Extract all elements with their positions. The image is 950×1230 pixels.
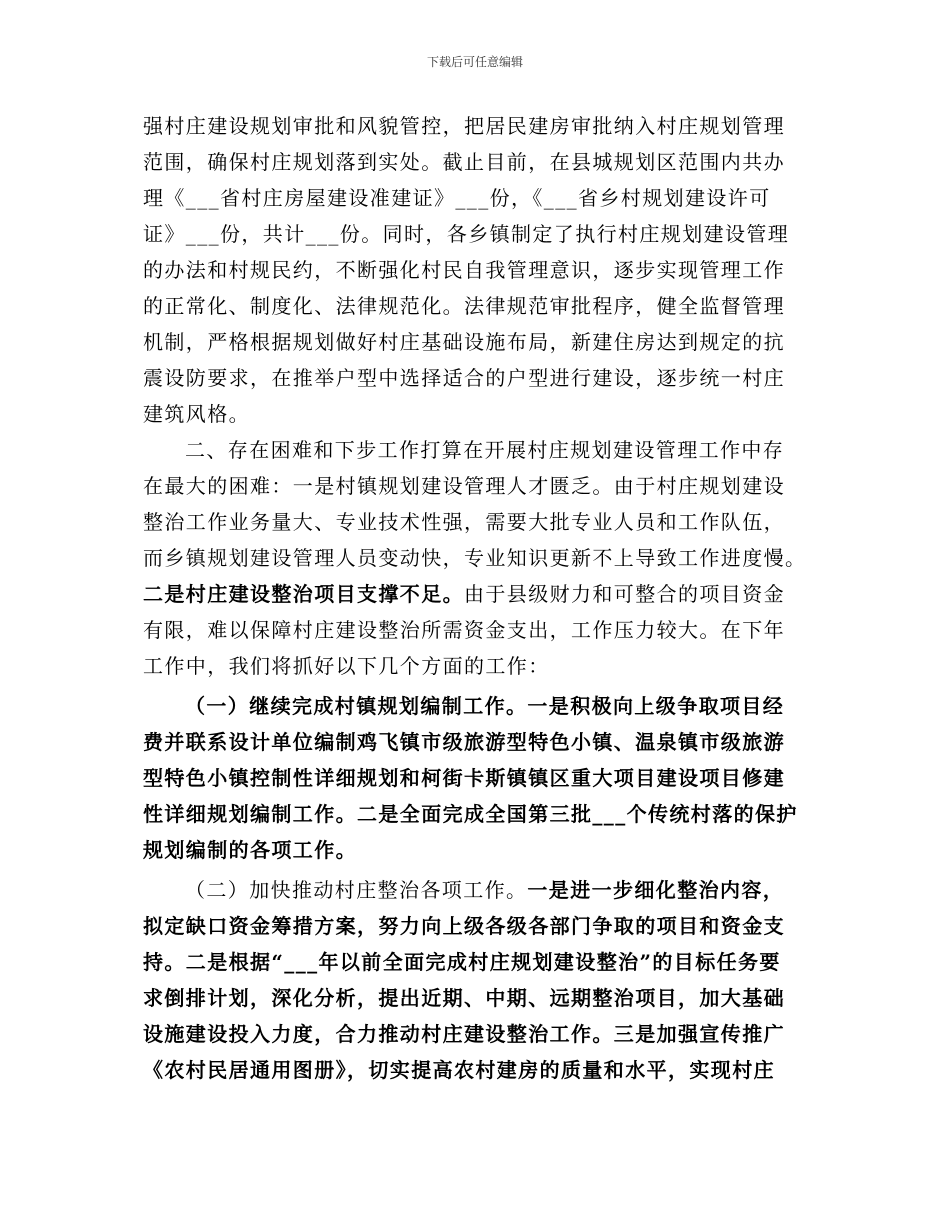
- line: 证》___份，共计___份。同时，各乡镇制定了执行村庄规划建设管理: [143, 222, 790, 246]
- line: 一是进一步细化整治内容，: [527, 878, 785, 902]
- line: 建筑风格。: [143, 402, 250, 426]
- page-header: 下载后可任意编辑: [426, 55, 523, 69]
- line: 二、存在困难和下步工作打算在开展村庄规划建设管理工作中存: [185, 438, 785, 462]
- document-body: [143, 108, 811, 1088]
- line: 求倒排计划，深化分析，提出近期、中期、远期整治项目，加大基础: [143, 986, 785, 1010]
- line: （一）继续完成村镇规划编制工作。一是积极向上级争取项目经: [185, 694, 785, 718]
- line: 规划编制的各项工作。: [143, 838, 357, 862]
- line: 持。二是根据“___年以前全面完成村庄规划建设整治”的目标任务要: [143, 950, 781, 974]
- paragraph-1: [143, 108, 811, 432]
- line: 的办法和村规民约，不断强化村民自我管理意识，逐步实现管理工作: [143, 258, 785, 282]
- line: 有限，难以保障村庄建设整治所需资金支出，工作压力较大。在下年: [143, 618, 785, 642]
- line: 在最大的困难：一是村镇规划建设管理人才匮乏。由于村庄规划建设: [143, 474, 785, 498]
- section-lead: （二）加快推动村庄整治各项工作。: [185, 878, 528, 902]
- bold-lead: 二是村庄建设整治项目支撑不足。: [143, 582, 464, 606]
- paragraph-4: [143, 872, 811, 1088]
- line: 的正常化、制度化、法律规范化。法律规范审批程序，健全监督管理: [143, 294, 785, 318]
- line: 范围，确保村庄规划落到实处。截止目前，在县城规划区范围内共办: [143, 150, 785, 174]
- paragraph-2: [143, 432, 811, 684]
- line: 机制，严格根据规划做好村庄基础设施布局，新建住房达到规定的抗: [143, 330, 785, 354]
- paragraph-3: [143, 688, 811, 868]
- line: 震设防要求，在推举户型中选择适合的户型进行建设，逐步统一村庄: [143, 366, 785, 390]
- line: 强村庄建设规划审批和风貌管控，把居民建房审批纳入村庄规划管理: [143, 114, 785, 138]
- line: 整治工作业务量大、专业技术性强，需要大批专业人员和工作队伍，: [143, 510, 785, 534]
- line: 拟定缺口资金筹措方案，努力向上级各级各部门争取的项目和资金支: [143, 914, 785, 938]
- line: 工作中，我们将抓好以下几个方面的工作：: [143, 654, 550, 678]
- line: 性详细规划编制工作。二是全面完成全国第三批___个传统村落的保护: [143, 802, 798, 826]
- line: 型特色小镇控制性详细规划和柯街卡斯镇镇区重大项目建设项目修建: [143, 766, 785, 790]
- line: 理《___省村庄房屋建设准建证》___份，《___省乡村规划建设许可: [143, 186, 771, 210]
- line: 设施建设投入力度，合力推动村庄建设整治工作。三是加强宣传推广: [143, 1022, 785, 1046]
- line: 而乡镇规划建设管理人员变动快，专业知识更新不上导致工作进度慢。: [143, 546, 807, 570]
- line: 《农村民居通用图册》，切实提高农村建房的质量和水平，实现村庄: [143, 1058, 775, 1082]
- line: 由于县级财力和可整合的项目资金: [464, 582, 785, 606]
- line: 费并联系设计单位编制鸡飞镇市级旅游型特色小镇、温泉镇市级旅游: [143, 730, 785, 754]
